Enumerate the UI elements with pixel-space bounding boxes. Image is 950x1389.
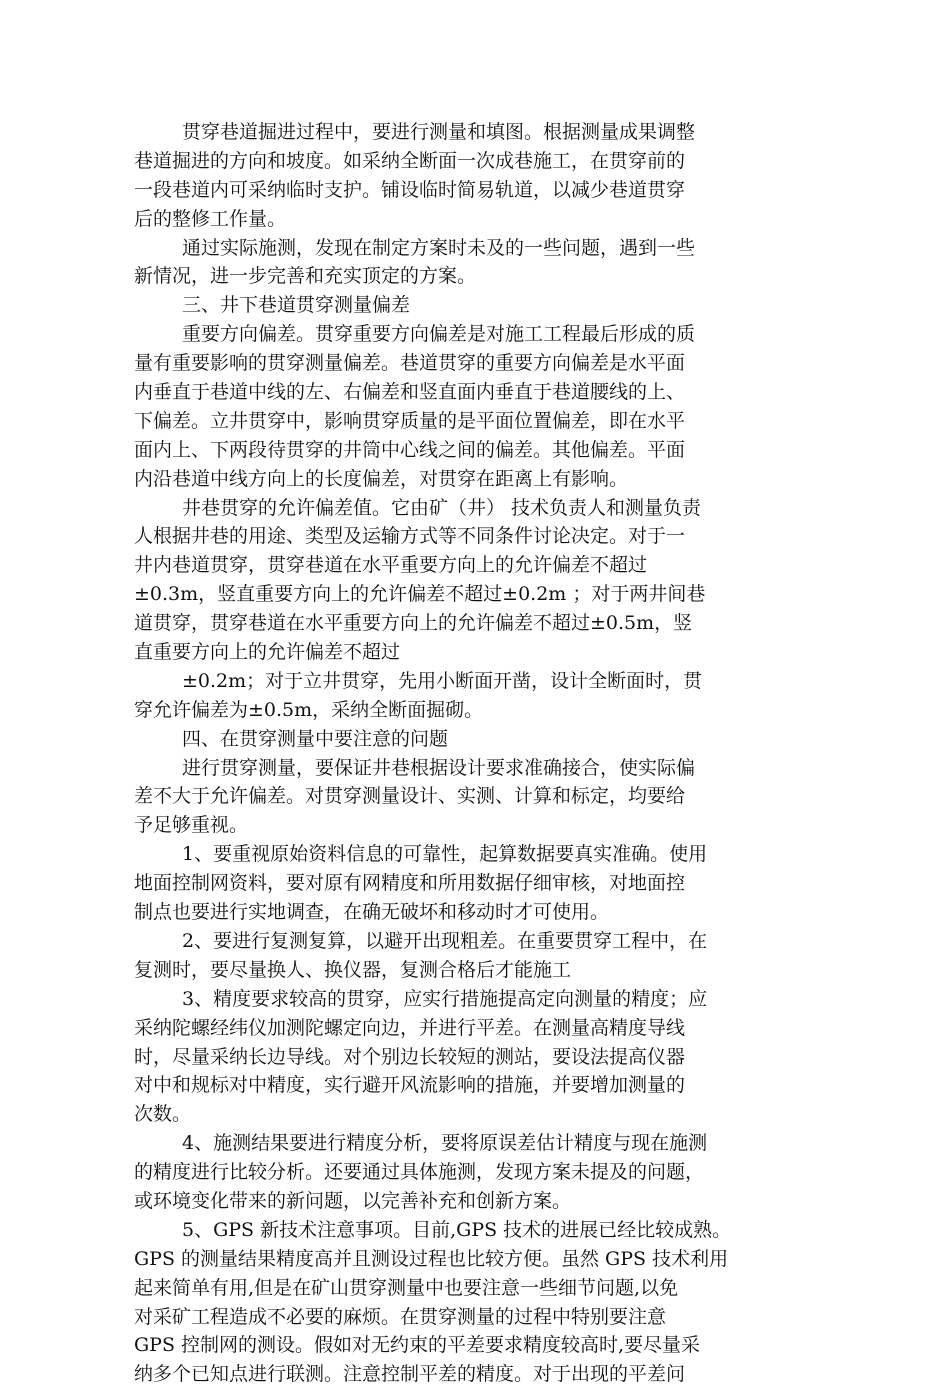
text-line: 4、施测结果要进行精度分析，要将原误差估计精度与现在施测	[182, 1132, 708, 1155]
text-line: 重要方向偏差。贯穿重要方向偏差是对施工工程最后形成的质	[182, 323, 696, 346]
text-line: ±0.2m；对于立井贯穿，先用小断面开凿，设计全断面时，贯	[182, 669, 703, 692]
text-line: 量有重要影响的贯穿测量偏差。巷道贯穿的重要方向偏差是水平面	[134, 352, 686, 375]
text-line: 内沿巷道中线方向上的长度偏差，对贯穿在距离上有影响。	[134, 467, 629, 490]
text-line: ±0.3m，竖直重要方向上的允许偏差不超过±0.2m ；对于两井间巷	[134, 583, 706, 606]
text-line: 对采矿工程造成不必要的麻烦。在贯穿测量的过程中特别要注意	[134, 1305, 667, 1328]
text-line: 井巷贯穿的允许偏差值。它由矿（井） 技术负责人和测量负责	[182, 496, 702, 519]
text-line: 纳多个已知点进行联测。注意控制平差的精度。对于出现的平差问	[134, 1363, 686, 1386]
text-line: 2、要进行复测复算，以避开出现粗差。在重要贯穿工程中，在	[182, 929, 708, 952]
text-line: 井内巷道贯穿，贯穿巷道在水平重要方向上的允许偏差不超过	[134, 554, 648, 577]
text-line: 面内上、下两段待贯穿的井筒中心线之间的偏差。其他偏差。平面	[134, 438, 686, 461]
text-line: GPS 的测量结果精度高并且测设过程也比较方便。虽然 GPS 技术利用	[134, 1247, 729, 1270]
text-line: 进行贯穿测量，要保证井巷根据设计要求准确接合，使实际偏	[182, 756, 696, 779]
text-line: 穿允许偏差为±0.5m，采纳全断面掘砌。	[134, 698, 484, 721]
text-line: 地面控制网资料，要对原有网精度和所用数据仔细审核，对地面控	[134, 872, 686, 895]
text-line: 人根据井巷的用途、类型及运输方式等不同条件讨论决定。对于一	[134, 525, 686, 548]
text-line: 三、井下巷道贯穿测量偏差	[182, 294, 411, 317]
text-line: 一段巷道内可采纳临时支护。铺设临时简易轨道，以减少巷道贯穿	[134, 178, 686, 201]
text-line: 3、精度要求较高的贯穿，应实行措施提高定向测量的精度；应	[182, 987, 708, 1010]
text-line: 采纳陀螺经纬仪加测陀螺定向边，并进行平差。在测量高精度导线	[134, 1016, 686, 1039]
text-line: 四、在贯穿测量中要注意的问题	[182, 727, 449, 750]
text-line: 内垂直于巷道中线的左、右偏差和竖直面内垂直于巷道腰线的上、	[134, 381, 686, 404]
text-line: 复测时，要尽量换人、换仪器，复测合格后才能施工	[134, 958, 572, 981]
text-line: 的精度进行比较分析。还要通过具体施测，发现方案未提及的问题，	[134, 1161, 705, 1184]
text-line: 制点也要进行实地调查，在确无破坏和移动时才可使用。	[134, 901, 610, 924]
text-line: 后的整修工作量。	[134, 207, 287, 230]
document-body	[134, 118, 814, 1389]
text-line: 差不大于允许偏差。对贯穿测量设计、实测、计算和标定，均要给	[134, 785, 686, 808]
text-line: 新情况，进一步完善和充实顶定的方案。	[134, 265, 477, 288]
text-line: 贯穿巷道掘进过程中，要进行测量和填图。根据测量成果调整	[182, 121, 696, 143]
text-line: 次数。	[134, 1103, 192, 1126]
text-line: 对中和规标对中精度，实行避开风流影响的措施，并要增加测量的	[134, 1074, 686, 1097]
text-line: 或环境变化带来的新问题，以完善补充和创新方案。	[134, 1189, 572, 1212]
text-line: 起来简单有用,但是在矿山贯穿测量中也要注意一些细节问题,以免	[134, 1276, 679, 1299]
text-line: 道贯穿，贯穿巷道在水平重要方向上的允许偏差不超过±0.5m，竖	[134, 612, 693, 635]
text-line: 1、要重视原始资料信息的可靠性，起算数据要真实准确。使用	[182, 843, 708, 866]
text-line: 下偏差。立井贯穿中，影响贯穿质量的是平面位置偏差，即在水平	[134, 409, 686, 432]
text-line: 巷道掘进的方向和坡度。如采纳全断面一次成巷施工，在贯穿前的	[134, 149, 686, 172]
text-line: 5、GPS 新技术注意事项。目前,GPS 技术的进展已经比较成熟。	[182, 1218, 732, 1241]
text-line: 直重要方向上的允许偏差不超过	[134, 641, 401, 664]
text-line: 时，尽量采纳长边导线。对个别边长较短的测站，要设法提高仪器	[134, 1045, 686, 1068]
text-line: 通过实际施测，发现在制定方案时未及的一些问题，遇到一些	[182, 236, 696, 259]
text-line: 予足够重视。	[134, 814, 249, 837]
text-line: GPS 控制网的测设。假如对无约束的平差要求精度较高时,要尽量采	[134, 1334, 701, 1357]
